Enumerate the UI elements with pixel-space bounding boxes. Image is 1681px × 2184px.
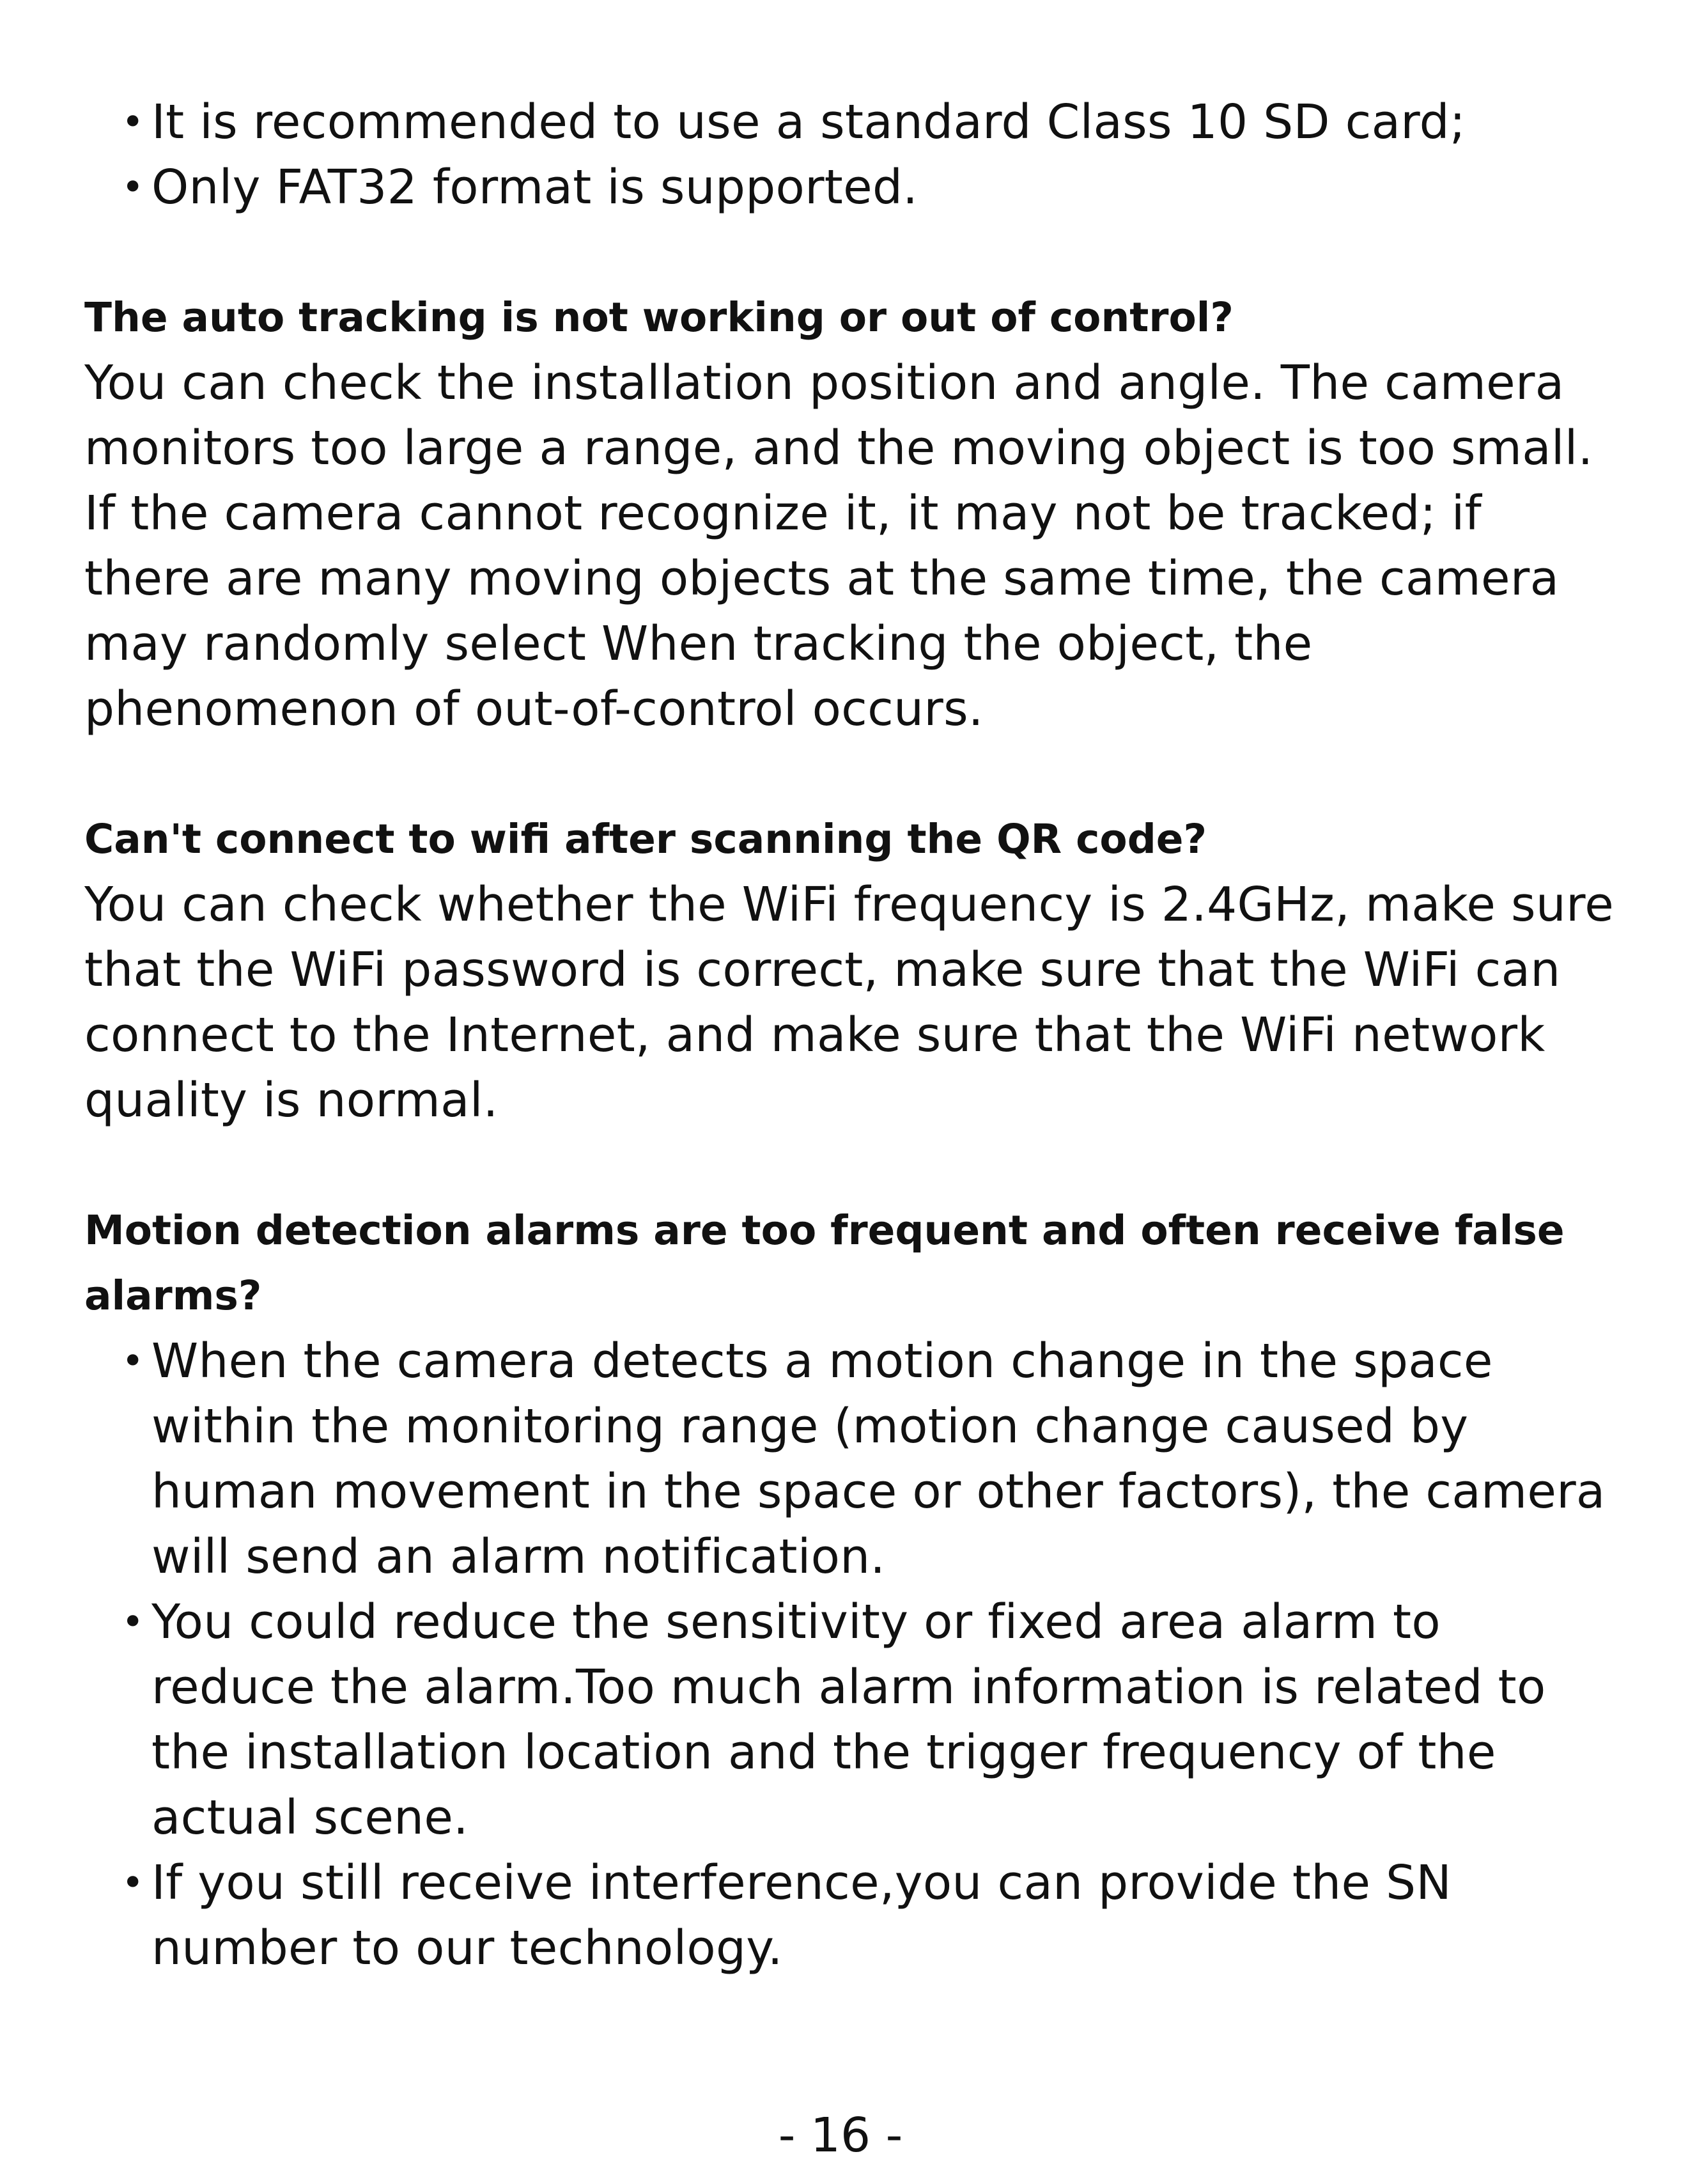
section-body: You can check whether the WiFi frequency is 2.4GHz, make sure that the WiFi password is correct, make sure that the WiFi can connect to the Internet, and make sure that the WiFi network quality is normal. <box>84 877 1615 1128</box>
bullet-icon: • <box>121 100 144 144</box>
section-body: You can check the installation position and angle. The camera monitors too large a range, and the moving object is too small. If the camera cannot recognize it, it may not be tracked; if there are many moving objects at the same time, the camera may randomly select When tracking the object, the phenomenon of out-of-control occurs. <box>84 355 1593 737</box>
intro-bullet-list <box>84 90 1618 220</box>
page-number: - 16 - <box>778 2108 903 2163</box>
section-heading: The auto tracking is not working or out of control? <box>84 294 1234 341</box>
manual-page <box>84 90 1618 1981</box>
list-item <box>84 1589 1618 1850</box>
section-heading: Motion detection alarms are too frequent and often receive false alarms? <box>84 1207 1565 1319</box>
list-item <box>84 90 1618 155</box>
bullet-text: When the camera detects a motion change in the space within the monitoring range (motion change caused by human movement in the space or other factors), the camera will send an alarm notification. <box>151 1334 1606 1584</box>
section-heading: Can't connect to wifi after scanning the QR code? <box>84 816 1207 862</box>
section-spacer <box>84 220 1618 285</box>
section-spacer <box>84 1133 1618 1198</box>
faq-auto-tracking <box>84 285 1618 742</box>
motion-bullet-list <box>84 1329 1618 1981</box>
faq-wifi-connect <box>84 807 1618 1133</box>
section-spacer <box>84 742 1618 807</box>
faq-motion-alarms <box>84 1198 1618 1981</box>
bullet-icon: • <box>121 1600 144 1644</box>
list-item <box>84 1329 1618 1589</box>
bullet-text: It is recommended to use a standard Class 10 SD card; <box>151 95 1466 150</box>
list-item <box>84 1850 1618 1981</box>
bullet-icon: • <box>121 1860 144 1905</box>
bullet-icon: • <box>121 1339 144 1384</box>
bullet-text: If you still receive interference,you can provide the SN number to our technology. <box>151 1855 1452 1976</box>
list-item <box>84 155 1618 220</box>
bullet-text: Only FAT32 format is supported. <box>151 160 918 215</box>
bullet-text: You could reduce the sensitivity or fixed area alarm to reduce the alarm.Too much alarm information is related to the installation location and the trigger frequency of the actual scene. <box>151 1595 1546 1845</box>
bullet-icon: • <box>121 165 144 210</box>
